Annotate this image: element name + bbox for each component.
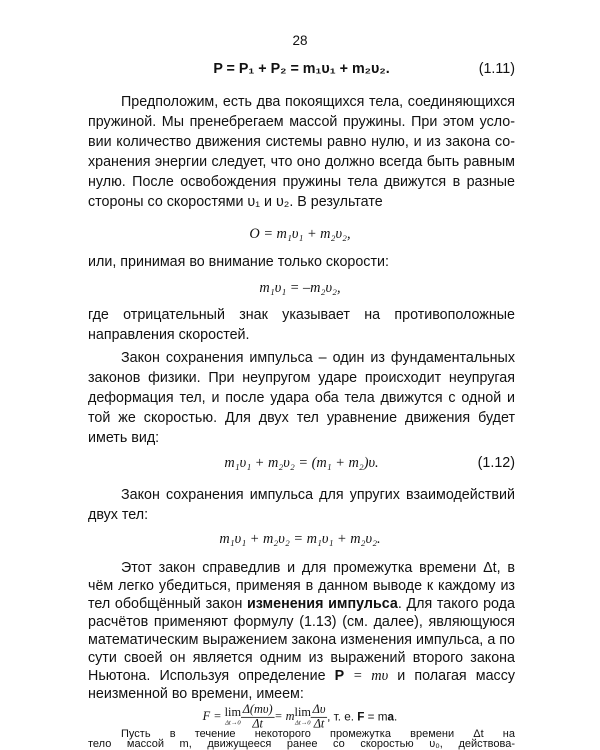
text-line: стороны со скоростями υ₁ и υ₂. В результате (88, 194, 383, 210)
equation-1-12 (88, 452, 515, 474)
text-span: Ньютона. Используя определение (88, 668, 335, 684)
text-line: Пусть в течение некоторого промежутка времени Δt на (121, 728, 515, 740)
equation-formula: P = P₁ + P₂ = m₁υ₁ + m₂υ₂. (213, 61, 390, 77)
equation-zero-momentum: O = m₁υ₁ + m₂υ₂, (249, 226, 351, 242)
formula-tail: = m (364, 710, 388, 724)
text-line: тело массой m, движущееся ранее со скоростью υ₀, действова- (88, 738, 515, 750)
text-line: законов физики. При неупругом ударе происходит неупругая (88, 370, 515, 386)
limit-label: lim (294, 705, 311, 719)
text-line: той же скоростью. Для двух тел уравнение движения будет (88, 410, 515, 426)
text-line: неизменной во времени, имеем: (88, 686, 304, 702)
limit-subscript: Δt→0 (294, 718, 311, 726)
text-line: сути своей он является одним из выражений второго закона (88, 650, 515, 666)
formula-tail: . (394, 710, 398, 724)
text-line: направления скоростей. (88, 327, 250, 343)
text-line: двух тел: (88, 507, 149, 523)
text-line: или, принимая во внимание только скорости: (88, 254, 389, 270)
text-line: чём легко убедиться, применяя в данном выводе к каждому из (88, 578, 515, 594)
page-number: 28 (292, 33, 308, 48)
formula-lhs: F = (202, 710, 222, 724)
limit-operator (224, 705, 242, 728)
limit-subscript: Δt→0 (225, 718, 241, 726)
bold-term: P (334, 668, 345, 684)
limit-operator (294, 705, 311, 728)
equation-number: (1.11) (478, 61, 515, 77)
bold-term: изменения импульса (247, 596, 398, 612)
text-line: деформация тел, и после удара оба тела движутся с одной и (88, 390, 515, 406)
denominator: Δt (252, 717, 263, 731)
text-line: иметь вид: (88, 430, 160, 446)
text-line (88, 596, 515, 613)
text-line: где отрицательный знак указывает на противоположные (88, 307, 515, 323)
equation-number: (1.12) (477, 455, 515, 471)
text-line: математическим выражением закона изменения импульса, а по (88, 632, 515, 648)
text-line: хранения энергии следует, что оно должно всегда быть равным (88, 154, 515, 170)
text-span: и полагая массу (388, 668, 515, 684)
limit-label: lim (224, 705, 242, 719)
formula-tail: , т. е. (327, 710, 358, 724)
text-span: тел обобщённый закон (88, 596, 248, 612)
text-line (88, 668, 515, 685)
equation-formula: m₁υ₁ + m₂υ₂ = (m₁ + m₂)υ. (224, 455, 379, 471)
text-line: вии количество движения системы равно нулю, и из закона со- (88, 134, 515, 150)
formula-mid: = m (274, 710, 295, 724)
bold-F: F (357, 710, 365, 724)
denominator: Δt (313, 717, 325, 731)
text-line: пружиной. Мы пренебрегаем массой пружины. При этом усло- (88, 114, 515, 130)
text-line: нулю. После освобождения пружины тела движутся в разные (88, 174, 515, 190)
text-line: Предположим, есть два покоящихся тела, соединяющихся (121, 94, 515, 110)
text-line: Этот закон справедлив и для промежутка времени Δt, в (121, 560, 515, 576)
text-line: расчётов применяют формулу (1.13) (см. далее), являющуюся (88, 614, 515, 630)
text-line: Закон сохранения импульса для упругих взаимодействий (121, 487, 515, 503)
bold-a: a (387, 710, 395, 724)
equation-1-11 (88, 58, 515, 80)
text-line: Закон сохранения импульса – один из фундаментальных (121, 350, 515, 366)
numerator: Δυ (312, 703, 326, 717)
numerator: Δ(mυ) (242, 703, 273, 717)
text-span: . Для такого рода (397, 596, 515, 612)
equation-elastic: m₁υ₁ + m₂υ₂ = m₁υ₁ + m₂υ₂. (219, 531, 381, 547)
text-span: = mυ (344, 668, 389, 684)
equation-velocity: m₁υ₁ = –m₂υ₂, (259, 280, 341, 296)
